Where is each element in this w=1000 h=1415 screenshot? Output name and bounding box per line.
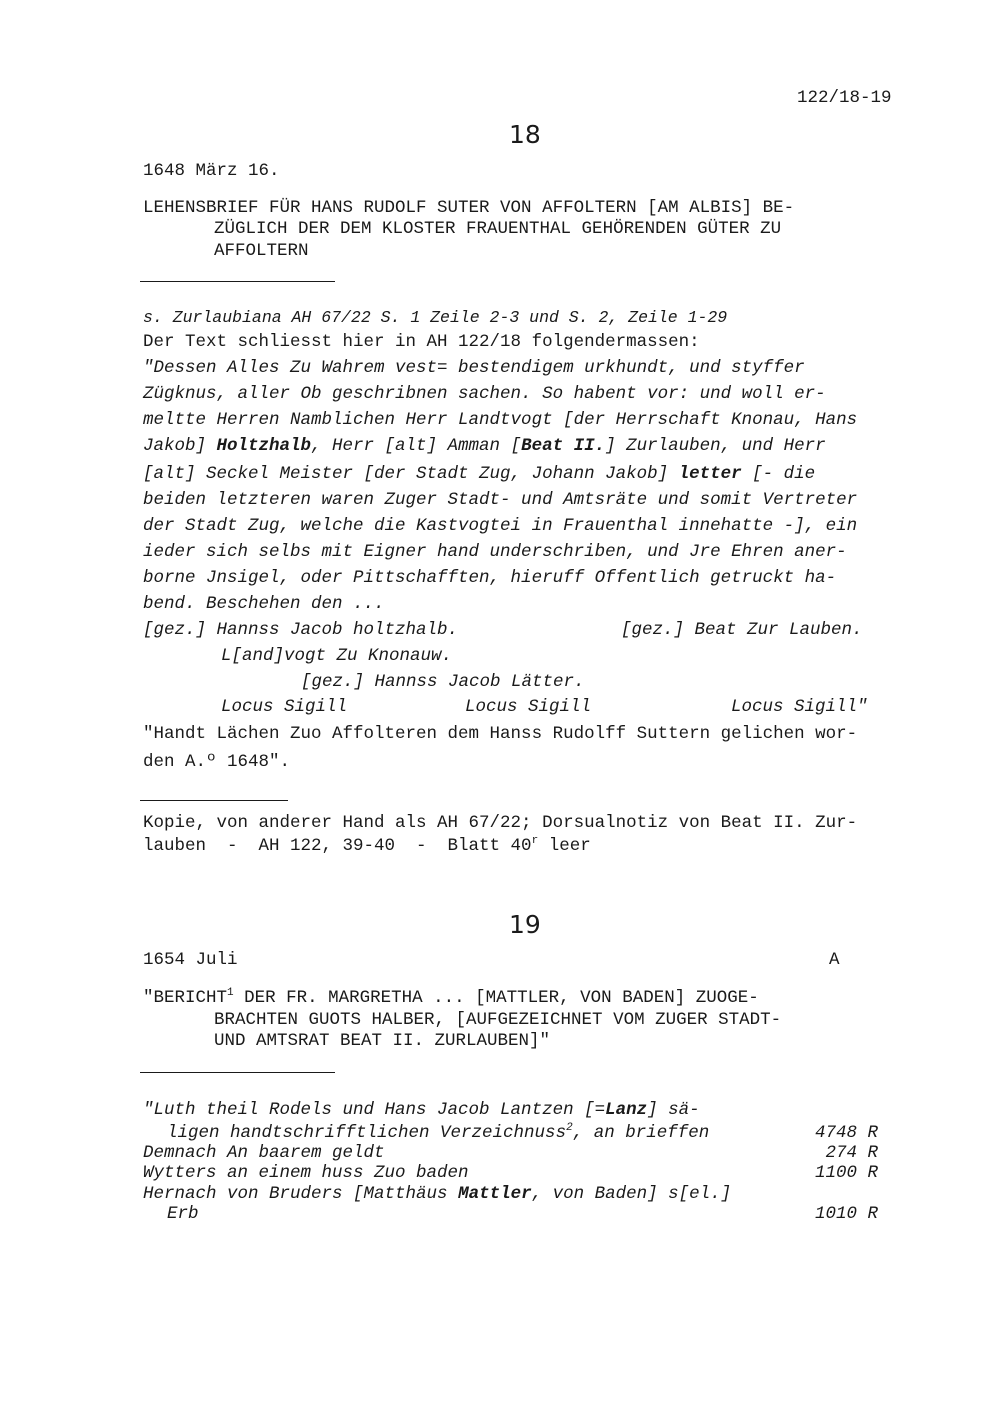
- note-text: lauben - AH 122, 39-40 - Blatt 40: [143, 836, 532, 856]
- quote-line-1: "Dessen Alles Zu Wahrem vest= bestendigem urkhundt, und styffer: [143, 358, 805, 378]
- intro-line: Der Text schliesst hier in AH 122/18 folgendermassen:: [143, 332, 700, 352]
- seal-locus-1: Locus Sigill: [221, 697, 348, 717]
- ledger-line-1: [143, 1099, 700, 1121]
- reference-line: s. Zurlaubiana AH 67/22 S. 1 Zeile 2-3 und S. 2, Zeile 1-29: [143, 308, 728, 327]
- ledger-line-3: Demnach An baarem geldt: [143, 1143, 385, 1163]
- signature-latter: [gez.] Hannss Jacob Lätter.: [301, 672, 585, 692]
- archival-note-line-2: [143, 835, 591, 857]
- footnote-marker: 1: [227, 987, 234, 1000]
- document-number-19: 19: [509, 910, 541, 939]
- footnote-marker: 2: [566, 1122, 573, 1135]
- quote-line-3: meltte Herren Namblichen Herr Landtvogt [der Herrschaft Knonau, Hans: [143, 410, 858, 430]
- note-text: leer: [538, 836, 591, 856]
- separator-rule: [140, 281, 335, 282]
- document-number-18: 18: [509, 120, 541, 149]
- ledger-amount: 4748 R: [814, 1123, 878, 1143]
- document-title-18-line-3: AFFOLTERN: [214, 241, 309, 261]
- quote-text: ] Zurlauben, und Herr: [605, 436, 826, 456]
- document-date-19: 1654 Juli: [143, 950, 238, 970]
- document-title-18-line-2: ZÜGLICH DER DEM KLOSTER FRAUENTHAL GEHÖRENDEN GÜTER ZU: [214, 219, 782, 239]
- quote-line-7: der Stadt Zug, welche die Kastvogtei in Frauenthal innehatte -], ein: [143, 516, 858, 536]
- ledger-text: ligen handtschrifftlichen Verzeichnuss: [167, 1123, 567, 1143]
- ledger-amount: 1100 R: [814, 1163, 878, 1183]
- document-title-18-line-1: LEHENSBRIEF FÜR HANS RUDOLF SUTER VON AFFOLTERN [AM ALBIS] BE-: [143, 198, 795, 218]
- quote-line-6: beiden letzteren waren Zuger Stadt- und Amtsräte und somit Vertreter: [143, 490, 858, 510]
- quote-line-4: [143, 435, 826, 457]
- quote-emphasis: letter: [678, 464, 742, 484]
- ledger-emphasis: Lanz: [605, 1100, 648, 1120]
- superscript: r: [531, 835, 539, 848]
- separator-rule: [140, 1072, 335, 1073]
- seal-locus-3: Locus Sigill": [731, 697, 868, 717]
- document-title-19-line-2: BRACHTEN GUOTS HALBER, [AUFGEZEICHNET VOM ZUGER STADT-: [214, 1010, 782, 1030]
- quote-text: [- die: [741, 464, 816, 484]
- quote-text: Jakob]: [143, 436, 217, 456]
- ledger-amount: 1010 R: [814, 1204, 878, 1224]
- title-text: DER FR. MARGRETHA ... [MATTLER, VON BADEN] ZUOGE-: [233, 988, 759, 1008]
- dorsal-note-line-1: "Handt Lächen Zuo Affolteren dem Hanss Rudolff Suttern gelichen wor-: [143, 724, 858, 744]
- quote-emphasis: Beat II.: [521, 436, 606, 456]
- version-marker: A: [829, 950, 840, 970]
- quote-text: , Herr [alt] Amman [: [311, 436, 522, 456]
- ledger-line-4: Wytters an einem huss Zuo baden: [143, 1163, 469, 1183]
- document-date-18: 1648 März 16.: [143, 161, 280, 181]
- ledger-line-2: [167, 1122, 709, 1144]
- footnote-rule: [140, 800, 288, 801]
- quote-text: [alt] Seckel Meister [der Stadt Zug, Johann Jakob]: [143, 464, 679, 484]
- quote-line-5: [143, 463, 815, 485]
- quote-emphasis: Holtzhalb: [216, 436, 312, 456]
- ledger-line-6: Erb: [167, 1204, 199, 1224]
- document-title-19-line-1: [143, 987, 759, 1009]
- seal-locus-2: Locus Sigill: [465, 697, 592, 717]
- ledger-text: Hernach von Bruders [Matthäus: [143, 1184, 459, 1204]
- signature-title: L[and]vogt Zu Knonauw.: [221, 646, 453, 666]
- ledger-text: , an brieffen: [572, 1123, 710, 1143]
- archival-note-line-1: Kopie, von anderer Hand als AH 67/22; Dorsualnotiz von Beat II. Zur-: [143, 813, 858, 833]
- ledger-emphasis: Mattler: [458, 1184, 532, 1204]
- ledger-text: "Luth theil Rodels und Hans Jacob Lantzen [=: [143, 1100, 606, 1120]
- dorsal-note-line-2: den A.º 1648".: [143, 752, 291, 772]
- ledger-line-5: [143, 1183, 731, 1205]
- ledger-text: , von Baden] s[el.]: [531, 1184, 732, 1204]
- quote-line-8: ieder sich selbs mit Eigner hand underschriben, und Jre Ehren aner-: [143, 542, 847, 562]
- title-text: "BERICHT: [143, 988, 228, 1008]
- signature-zurlauben: [gez.] Beat Zur Lauben.: [621, 620, 863, 640]
- quote-line-10: bend. Beschehen den ...: [143, 594, 385, 614]
- ledger-text: ] sä-: [647, 1100, 700, 1120]
- signature-holtzhalb: [gez.] Hannss Jacob holtzhalb.: [143, 620, 459, 640]
- ledger-amount: 274 R: [825, 1143, 878, 1163]
- page-reference: 122/18-19: [797, 88, 892, 108]
- document-title-19-line-3: UND AMTSRAT BEAT II. ZURLAUBEN]": [214, 1031, 551, 1051]
- quote-line-9: borne Jnsigel, oder Pittschafften, hieruff Offentlich getruckt ha-: [143, 568, 837, 588]
- quote-line-2: Zügknus, aller Ob geschribnen sachen. So habent vor: und woll er-: [143, 384, 826, 404]
